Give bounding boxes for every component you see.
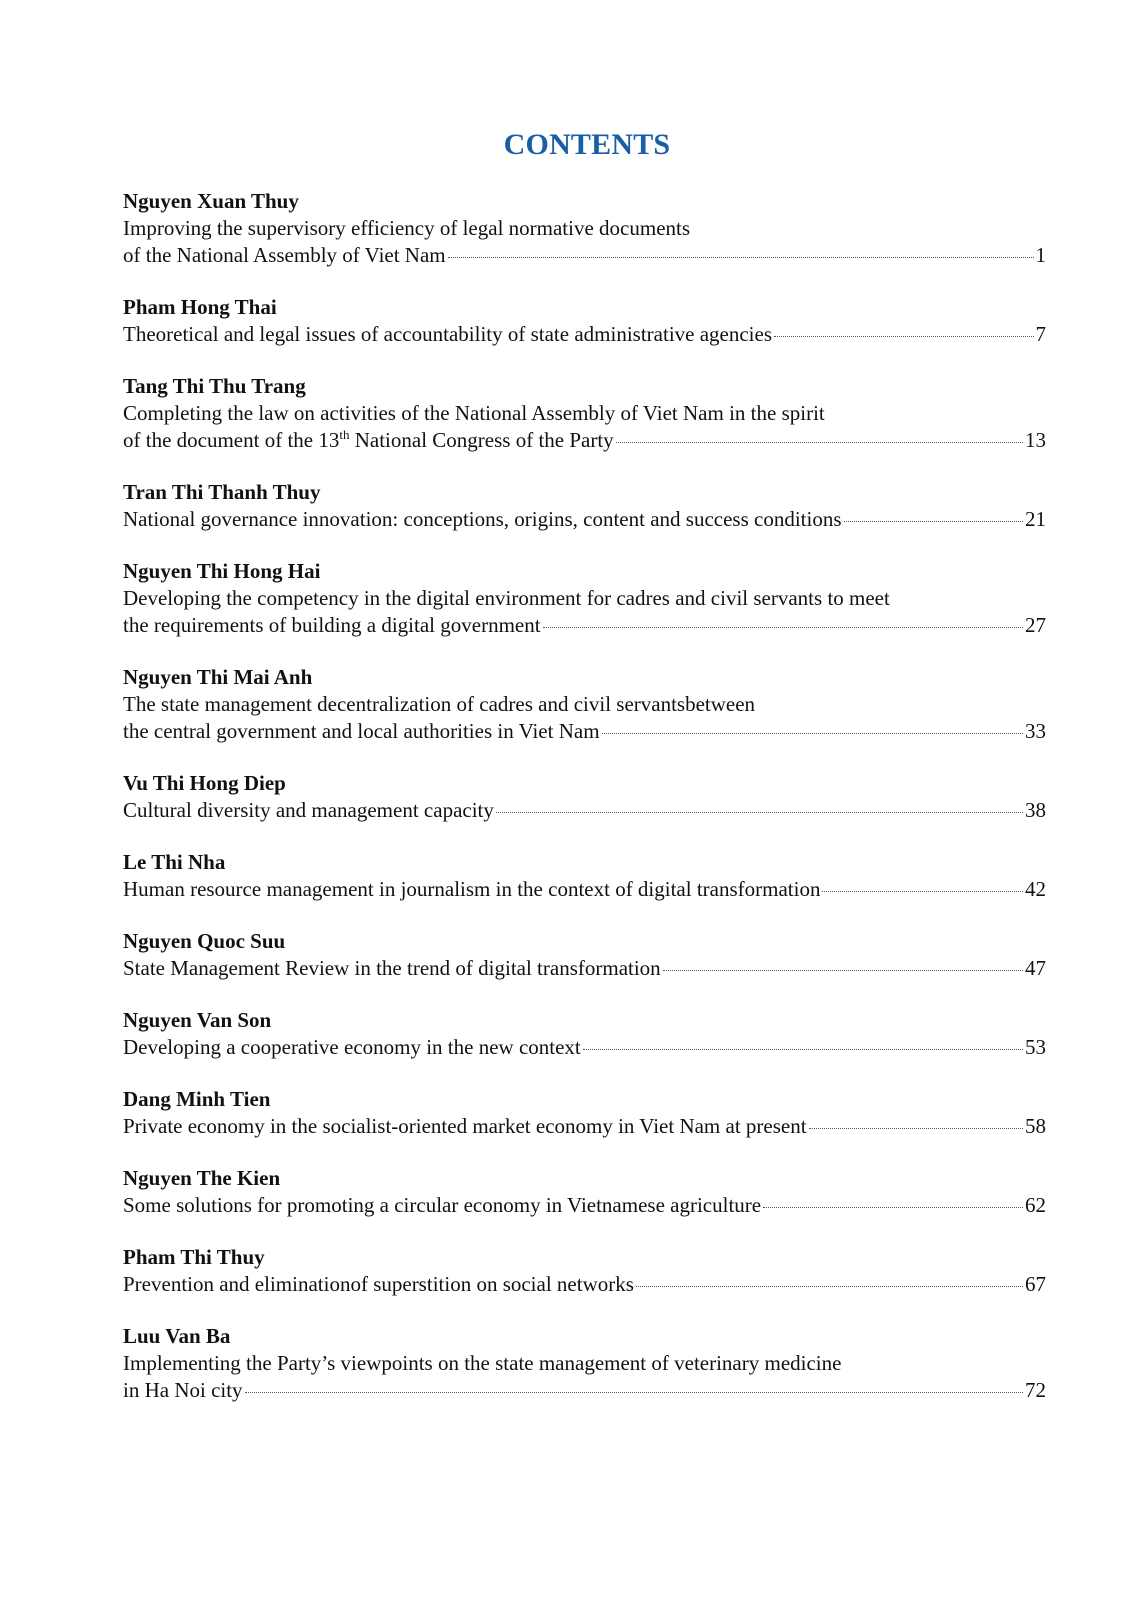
toc-title-text: in Ha Noi city (123, 1378, 243, 1402)
page-number: 58 (1025, 1114, 1046, 1138)
page-number: 33 (1025, 719, 1046, 743)
page-number: 72 (1025, 1378, 1046, 1402)
toc-entry[interactable] (123, 928, 1046, 982)
toc-entry[interactable] (123, 849, 1046, 903)
toc-title-text: the central government and local authorities in Viet Nam (123, 719, 600, 743)
toc-title-last-line (123, 506, 1046, 533)
toc-title-text: National governance innovation: conceptions, origins, content and success conditions (123, 507, 842, 531)
dot-leader (616, 442, 1023, 443)
toc-title-line: The state management decentralization of cadres and civil servantsbetween (123, 692, 756, 716)
toc-author: Nguyen Van Son (123, 1008, 272, 1032)
toc-author: Le Thi Nha (123, 850, 226, 874)
page-number: 7 (1035, 322, 1046, 346)
toc-title-last-line (123, 797, 1046, 824)
toc-title-text: State Management Review in the trend of digital transformation (123, 956, 661, 980)
toc-entry[interactable] (123, 664, 1046, 745)
page-number: 38 (1025, 798, 1046, 822)
toc-entry[interactable] (123, 188, 1046, 269)
page-number: 21 (1025, 507, 1046, 531)
page-number: 27 (1025, 613, 1046, 637)
toc-title-text: Cultural diversity and management capacity (123, 798, 494, 822)
toc-title-last-line (123, 1034, 1046, 1061)
toc-title-line: Developing the competency in the digital environment for cadres and civil servants to meet (123, 586, 890, 610)
page-number: 62 (1025, 1193, 1046, 1217)
toc-author: Luu Van Ba (123, 1324, 231, 1348)
toc-title-line: Improving the supervisory efficiency of legal normative documents (123, 216, 691, 240)
table-of-contents (123, 188, 1046, 1429)
toc-title-line: Implementing the Party’s viewpoints on the state management of veterinary medicine (123, 1351, 842, 1375)
toc-entry[interactable] (123, 770, 1046, 824)
page-number: 53 (1025, 1035, 1046, 1059)
toc-title-last-line (123, 1113, 1046, 1140)
dot-leader (602, 733, 1023, 734)
toc-author: Pham Hong Thai (123, 295, 277, 319)
toc-title-last-line (123, 955, 1046, 982)
dot-leader (663, 970, 1023, 971)
dot-leader (543, 627, 1023, 628)
page-number: 47 (1025, 956, 1046, 980)
page-number: 67 (1025, 1272, 1046, 1296)
dot-leader (496, 812, 1023, 813)
toc-author: Dang Minh Tien (123, 1087, 271, 1111)
toc-title-text: Developing a cooperative economy in the new context (123, 1035, 581, 1059)
toc-author: Nguyen Xuan Thuy (123, 189, 299, 213)
dot-leader (636, 1286, 1023, 1287)
toc-entry[interactable] (123, 1244, 1046, 1298)
toc-entry[interactable] (123, 1007, 1046, 1061)
dot-leader (245, 1392, 1023, 1393)
toc-title-text: Human resource management in journalism in the context of digital transformation (123, 877, 821, 901)
toc-title-last-line (123, 427, 1046, 454)
toc-title-last-line (123, 321, 1046, 348)
toc-title-text: Some solutions for promoting a circular economy in Vietnamese agriculture (123, 1193, 762, 1217)
dot-leader (809, 1128, 1023, 1129)
toc-entry[interactable] (123, 1165, 1046, 1219)
toc-title-text: the requirements of building a digital government (123, 613, 541, 637)
toc-title-text: of the National Assembly of Viet Nam (123, 243, 446, 267)
toc-title-last-line (123, 876, 1046, 903)
toc-author: Nguyen Thi Hong Hai (123, 559, 321, 583)
toc-entry[interactable] (123, 479, 1046, 533)
dot-leader (583, 1049, 1023, 1050)
toc-author: Nguyen Quoc Suu (123, 929, 286, 953)
dot-leader (822, 891, 1023, 892)
dot-leader (774, 336, 1033, 337)
toc-title-last-line (123, 1377, 1046, 1404)
toc-title-last-line (123, 612, 1046, 639)
toc-title-line: Completing the law on activities of the National Assembly of Viet Nam in the spirit (123, 401, 825, 425)
page-number: 13 (1025, 428, 1046, 452)
toc-author: Tran Thi Thanh Thuy (123, 480, 321, 504)
toc-title-text: of the document of the 13th National Congress of the Party (123, 427, 614, 452)
toc-entry[interactable] (123, 294, 1046, 348)
toc-author: Nguyen Thi Mai Anh (123, 665, 313, 689)
dot-leader (844, 521, 1024, 522)
toc-entry[interactable] (123, 558, 1046, 639)
toc-entry[interactable] (123, 373, 1046, 454)
toc-title-last-line (123, 718, 1046, 745)
toc-title-last-line (123, 1271, 1046, 1298)
toc-author: Tang Thi Thu Trang (123, 374, 306, 398)
toc-title-last-line (123, 242, 1046, 269)
toc-author: Pham Thi Thuy (123, 1245, 265, 1269)
toc-author: Nguyen The Kien (123, 1166, 281, 1190)
dot-leader (448, 257, 1034, 258)
page-number: 1 (1035, 243, 1046, 267)
toc-entry[interactable] (123, 1086, 1046, 1140)
page-number: 42 (1025, 877, 1046, 901)
toc-entry[interactable] (123, 1323, 1046, 1404)
toc-title-last-line (123, 1192, 1046, 1219)
toc-title-text: Theoretical and legal issues of accountability of state administrative agencies (123, 322, 773, 346)
toc-title-text: Private economy in the socialist-oriented market economy in Viet Nam at present (123, 1114, 807, 1138)
dot-leader (763, 1207, 1023, 1208)
page-title: CONTENTS (503, 128, 671, 161)
toc-author: Vu Thi Hong Diep (123, 771, 286, 795)
toc-title-text: Prevention and eliminationof superstition on social networks (123, 1272, 634, 1296)
